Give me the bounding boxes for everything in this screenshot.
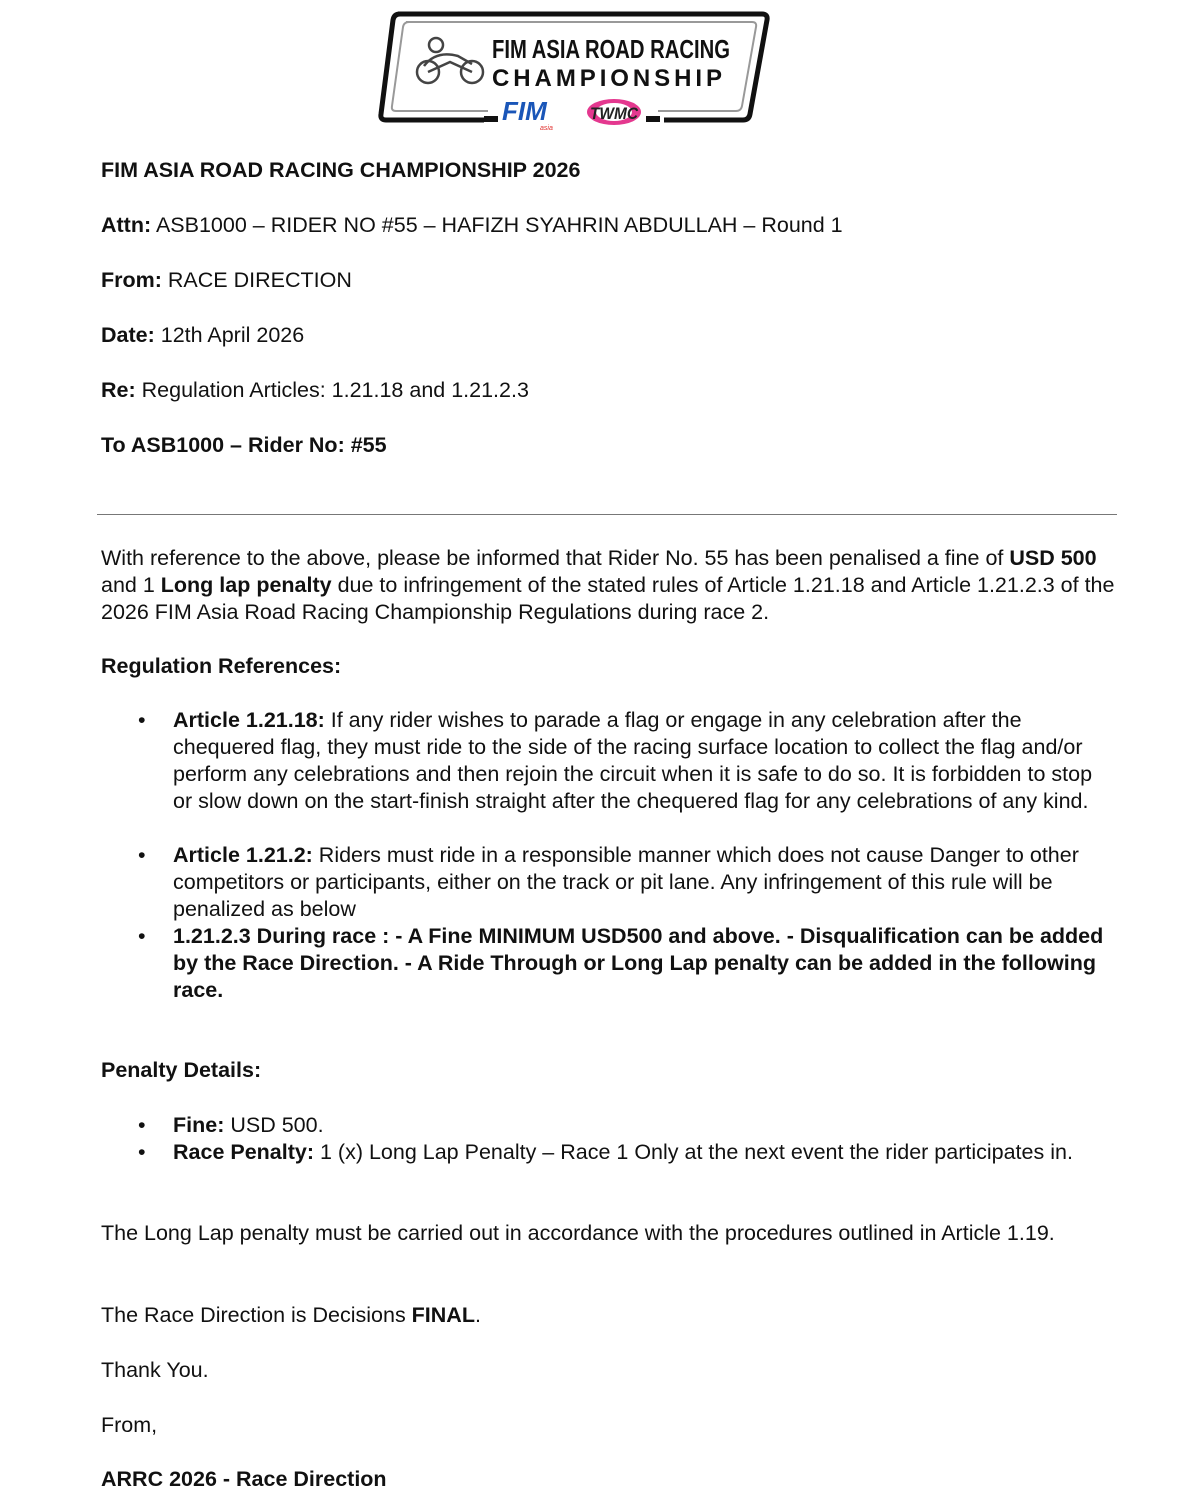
page-title: FIM ASIA ROAD RACING CHAMPIONSHIP 2026 [101, 158, 581, 182]
penalty-heading: Penalty Details: [101, 1058, 262, 1082]
penalty-list [101, 1112, 1117, 1166]
attn-label: Attn: [101, 213, 152, 237]
list-item: • Race Penalty: 1 (x) Long Lap Penalty – Race 1 Only at the next event the rider participates in. [138, 1140, 1073, 1164]
regulation-list [101, 707, 1117, 1004]
logo-title-line1: FIM ASIA ROAD RACING [492, 34, 730, 64]
divider [97, 514, 1117, 515]
list-item: • 1.21.2.3 During race : - A Fine MINIMUM USD500 and above. - Disqualification can be added by the Race Direction. - A Ride Through or Long Lap penalty can be added in the following race. [138, 924, 1104, 1002]
svg-text:FIM: FIM [502, 96, 547, 126]
intro-paragraph: With reference to the above, please be informed that Rider No. 55 has been penalised a fine of USD 500 and 1 Long lap penalty due to infringement of the stated rules of Article 1.21.18 and Article 1.21.2.3 of the 2026 FIM Asia Road Racing Championship Regulations during race 2. [101, 546, 1115, 624]
re-value: Regulation Articles: 1.21.18 and 1.21.2.3 [141, 378, 529, 402]
bullet-icon: • [138, 1140, 146, 1164]
svg-text:asia: asia [540, 125, 553, 132]
logo-title-line2: CHAMPIONSHIP [492, 65, 722, 92]
list-item: • Fine: USD 500. [138, 1113, 324, 1137]
list-item: • Article 1.21.18: If any rider wishes to parade a flag or engage in any celebration after the chequered flag, they must ride to the side of the racing surface location to collect the flag and/or perform any celebrations and then rejoin the circuit when it is safe to do so. It is forbidden to stop or slow down on the start-finish straight after the chequered flag for any celebrations of any kind. [138, 708, 1093, 813]
attn-value: ASB1000 – RIDER NO #55 – HAFIZH SYAHRIN ABDULLAH – Round 1 [155, 213, 843, 237]
thank-you: Thank You. [101, 1358, 209, 1382]
to-line: To ASB1000 – Rider No: #55 [101, 433, 387, 457]
championship-logo [376, 10, 770, 134]
from-label: From: [101, 268, 162, 292]
long-lap-penalty: Long lap penalty [160, 573, 332, 597]
date-value: 12th April 2026 [160, 323, 305, 347]
bullet-icon: • [138, 843, 146, 867]
twmc-logo [587, 99, 641, 125]
fine-amount: USD 500 [1009, 546, 1097, 570]
decision-line: The Race Direction is Decisions FINAL. [101, 1303, 481, 1327]
fim-logo [502, 96, 553, 132]
date-line [101, 322, 304, 349]
long-lap-paragraph: The Long Lap penalty must be carried out in accordance with the procedures outlined in Article 1.19. [101, 1221, 1055, 1245]
from-closing: From, [101, 1413, 158, 1437]
bullet-icon: • [138, 708, 146, 732]
rider-icon [417, 38, 483, 83]
re-line [101, 377, 529, 404]
from-value: RACE DIRECTION [167, 268, 352, 292]
signature: ARRC 2026 - Race Direction [101, 1467, 387, 1491]
bullet-icon: • [138, 924, 146, 948]
from-line [101, 267, 352, 294]
svg-text:TWMC: TWMC [590, 104, 639, 123]
regulation-heading: Regulation References: [101, 654, 342, 678]
attn-line [101, 212, 843, 239]
bullet-icon: • [138, 1113, 146, 1137]
date-label: Date: [101, 323, 155, 347]
re-label: Re: [101, 378, 136, 402]
list-item: • Article 1.21.2: Riders must ride in a responsible manner which does not cause Danger to other competitors or participants, either on the track or pit lane. Any infringement of this rule will be penalized as below [138, 843, 1079, 921]
